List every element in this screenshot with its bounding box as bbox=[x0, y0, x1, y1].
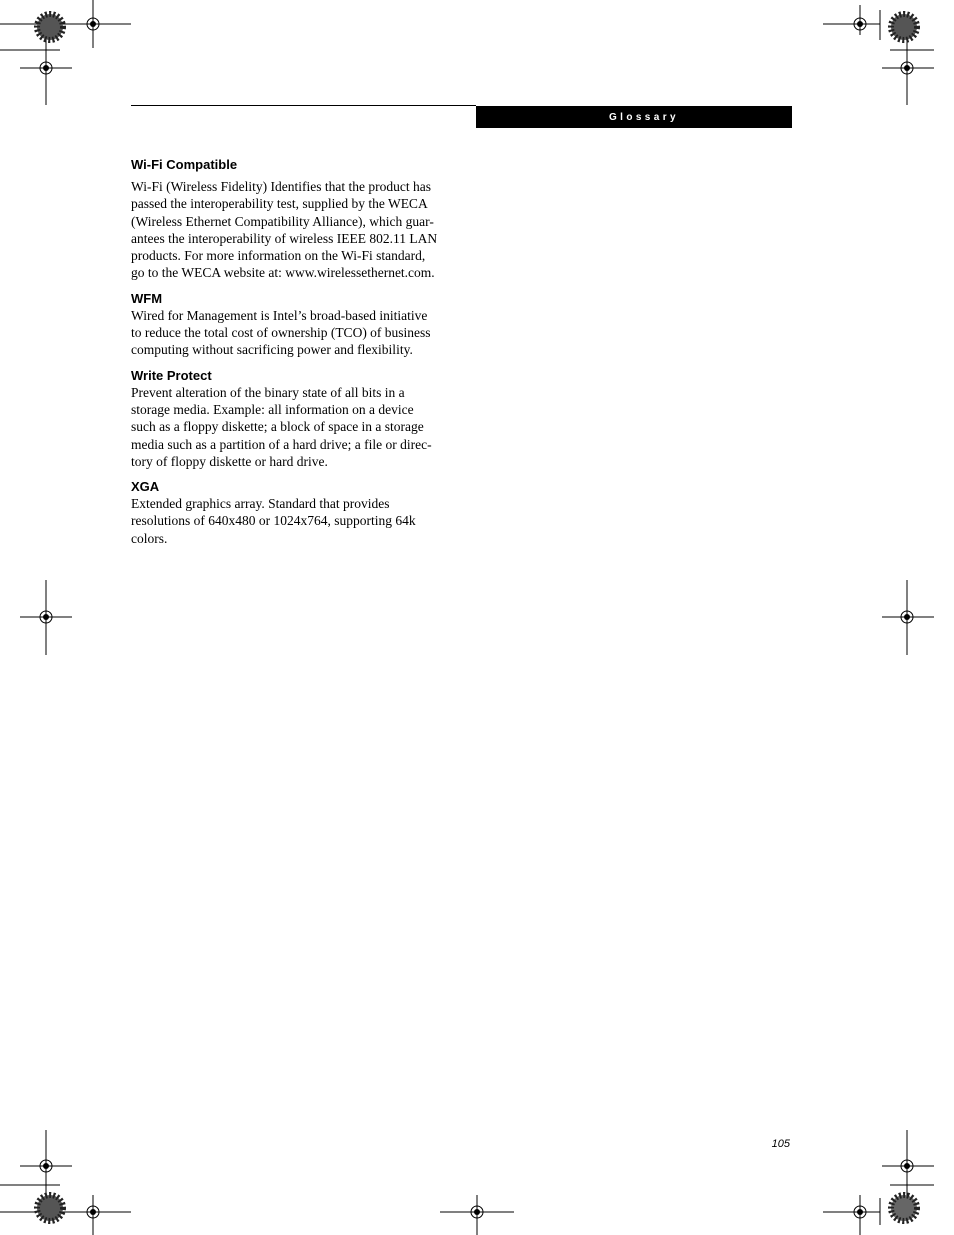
page-number: 105 bbox=[771, 1138, 790, 1150]
glossary-entry bbox=[131, 156, 451, 282]
glossary-definition: Wired for Management is Intel’s broad-based initiative to reduce the total cost of ownership (TCO) of business computing without sacrificing power and flexibility. bbox=[131, 307, 431, 358]
glossary-content bbox=[131, 156, 451, 555]
glossary-entry bbox=[131, 478, 451, 547]
glossary-entry bbox=[131, 367, 451, 470]
glossary-definition: Extended graphics array. Standard that provides resolutions of 640x480 or 1024x764, supporting 64k colors. bbox=[131, 496, 416, 546]
glossary-term: Write Protect bbox=[131, 367, 212, 383]
section-title: Glossary bbox=[608, 111, 679, 123]
glossary-term: XGA bbox=[131, 479, 160, 495]
glossary-term: WFM bbox=[131, 290, 163, 306]
glossary-entry bbox=[131, 290, 451, 359]
glossary-definition: Wi-Fi (Wireless Fidelity) Identifies that the product has passed the interoperability test, supplied by the WECA (Wireless Ethernet Compatibility Alliance), which guar- antees the interoperability of wireless IEEE 802.11 LAN products. For more information on the Wi-Fi standard, go to the WECA website at: www.wirelessethernet.com. bbox=[131, 179, 438, 281]
glossary-term: Wi-Fi Compatible bbox=[131, 157, 238, 172]
glossary-definition: Prevent alteration of the binary state of all bits in a storage media. Example: all information on a device such as a floppy diskette; a block of space in a storage media such as a partition of a hard drive; a file or direc- tory of floppy diskette or hard drive. bbox=[131, 384, 432, 469]
section-header-bar bbox=[476, 106, 792, 128]
header-rule bbox=[131, 105, 476, 106]
